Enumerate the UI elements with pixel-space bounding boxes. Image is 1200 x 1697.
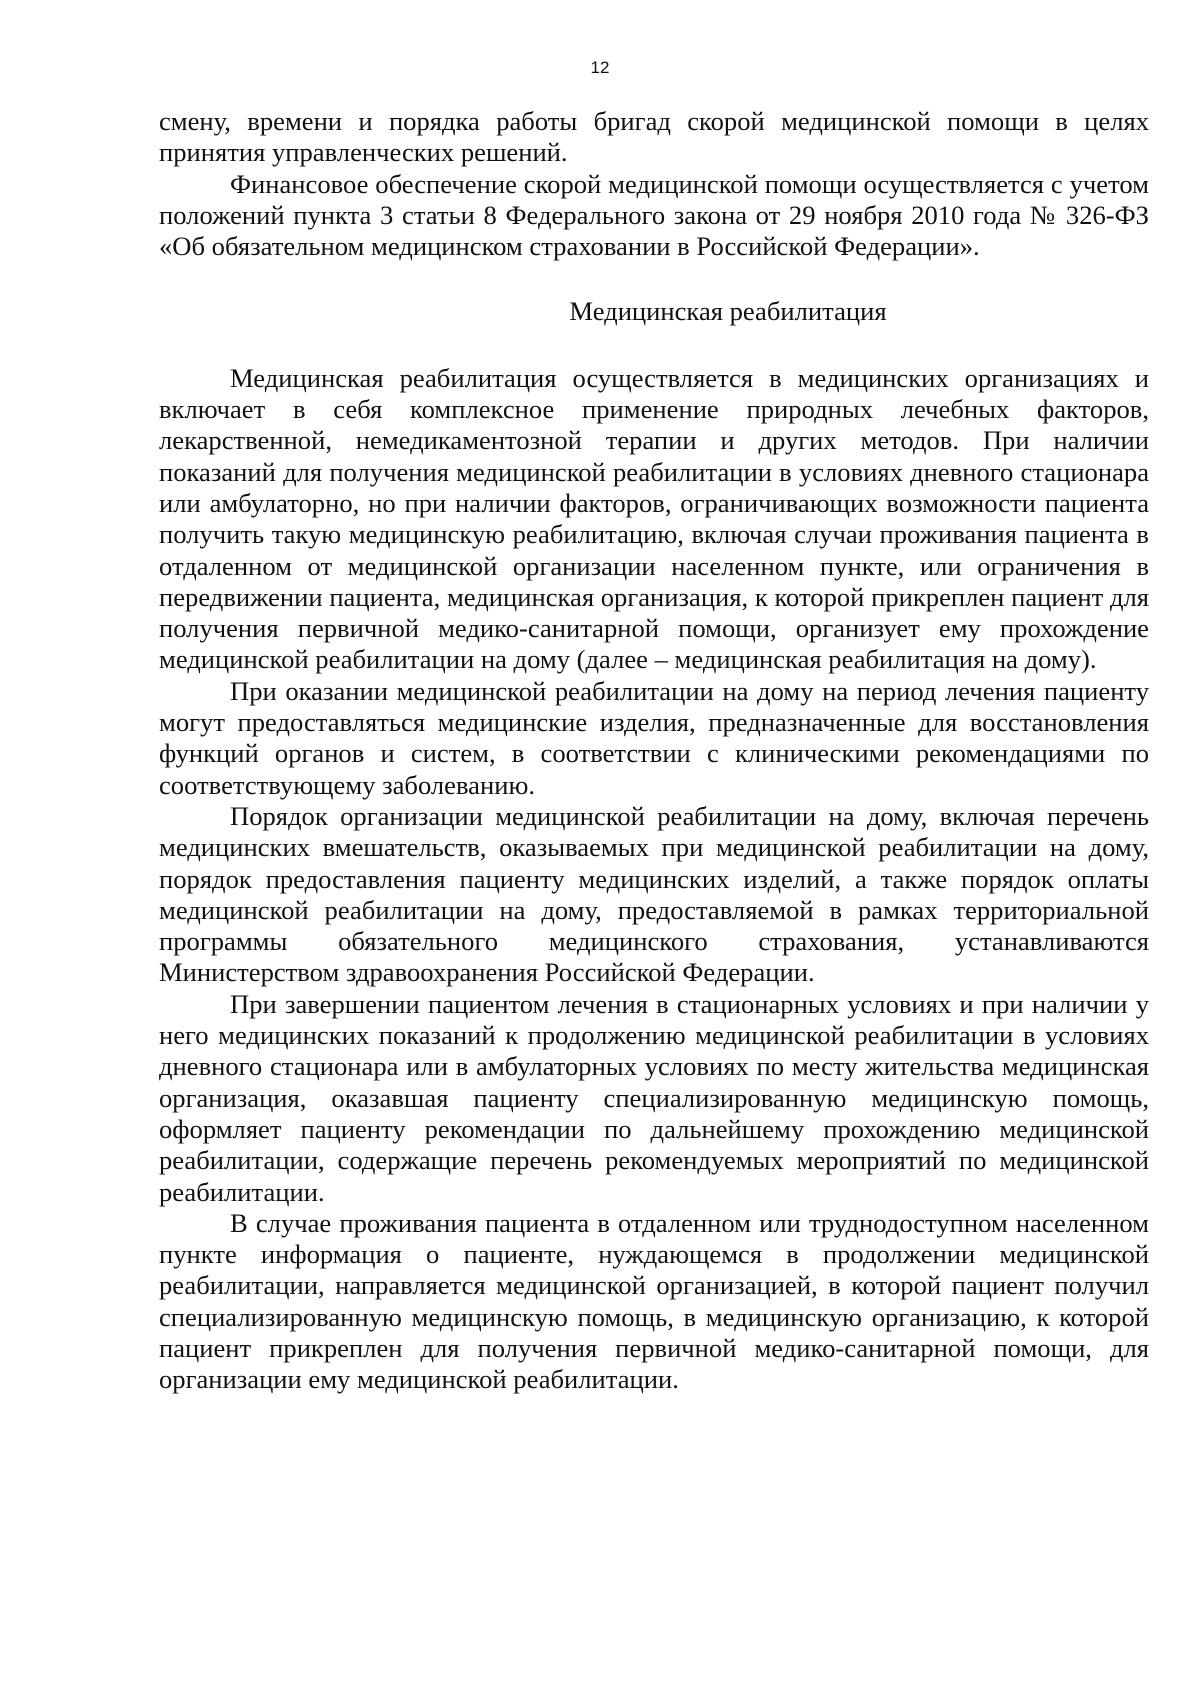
paragraph-financing: Финансовое обеспечение скорой медицинской помощи осуществляется с учетом положений пункта 3 статьи 8 Федерального закона от 29 ноября 2010 года № 326-ФЗ «Об обязательном медицинском страховании в Российской Федерации». (159, 168, 1149, 262)
paragraph-medical-devices: При оказании медицинской реабилитации на дому на период лечения пациенту могут предоставляться медицинские изделия, предназначенные для восстановления функций органов и систем, в соответствии с клиническими рекомендациями по соответствующему заболеванию. (159, 675, 1149, 800)
page-number: 12 (590, 58, 610, 77)
paragraph-remote-settlement: В случае проживания пациента в отдаленном или труднодоступном населенном пункте информация о пациенте, нуждающемся в продолжении медицинской реабилитации, направляется медицинской организацией, в которой пациент получил специализированную медицинскую помощь, в медицинскую организацию, к которой пациент прикреплен для получения первичной медико-санитарной помощи, для организации ему медицинской реабилитации. (159, 1207, 1149, 1395)
paragraph-continued: смену, времени и порядка работы бригад скорой медицинской помощи в целях принятия управленческих решений. (159, 106, 1149, 168)
paragraph-rehabilitation-general: Медицинская реабилитация осуществляется в медицинских организациях и включает в себя комплексное применение природных лечебных факторов, лекарственной, немедикаментозной терапии и других методов. При наличии показаний для получения медицинской реабилитации в условиях дневного стационара или амбулаторно, но при наличии факторов, ограничивающих возможности пациента получить такую медицинскую реабилитацию, включая случаи проживания пациента в отдаленном от медицинской организации населенном пункте, или ограничения в передвижении пациента, медицинская организация, к которой прикреплен пациент для получения первичной медико-санитарной помощи, организует ему прохождение медицинской реабилитации на дому (далее – медицинская реабилитация на дому). (159, 362, 1149, 675)
paragraph-after-inpatient: При завершении пациентом лечения в стационарных условиях и при наличии у него медицинских показаний к продолжению медицинской реабилитации в условиях дневного стационара или в амбулаторных условиях по месту жительства медицинская организация, оказавшая пациенту специализированную медицинскую помощь, оформляет пациенту рекомендации по дальнейшему прохождению медицинской реабилитации, содержащие перечень рекомендуемых мероприятий по медицинской реабилитации. (159, 988, 1149, 1207)
section-heading: Медицинская реабилитация (569, 296, 887, 327)
document-body (159, 106, 1149, 1396)
paragraph-home-rehabilitation-order: Порядок организации медицинской реабилитации на дому, включая перечень медицинских вмешательств, оказываемых при медицинской реабилитации на дому, порядок предоставления пациенту медицинских изделий, а также порядок оплаты медицинской реабилитации на дому, предоставляемой в рамках территориальной программы обязательного медицинского страхования, устанавливаются Министерством здравоохранения Российской Федерации. (159, 800, 1149, 988)
